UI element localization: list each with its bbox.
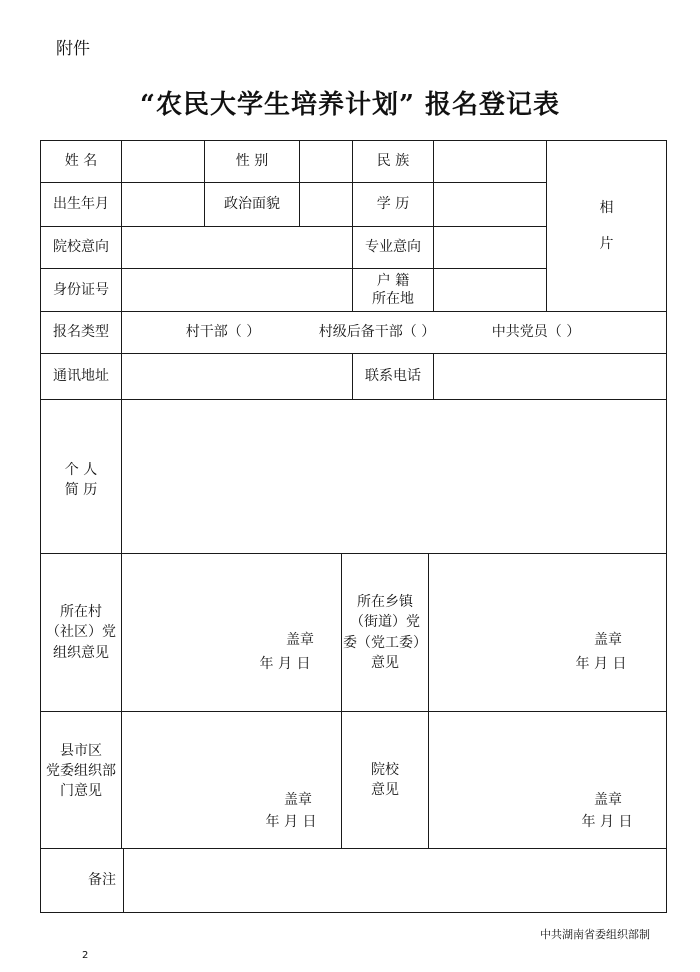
county-seal: 盖章 (284, 791, 312, 808)
school-pref-value-cell[interactable] (121, 226, 353, 269)
page-mark: 2 (82, 950, 89, 961)
education-label: 学 历 (376, 196, 410, 213)
option-reserve-cadre[interactable]: 村级后备干部（ ） (318, 324, 436, 341)
resume-label: 个 人 简 历 (64, 461, 98, 498)
form-title: “农民大学生培养计划” 报名登记表 (140, 90, 560, 120)
household-label: 户 籍 所在地 (372, 272, 414, 307)
resume-value-cell[interactable] (121, 399, 667, 554)
id-label: 身份证号 (53, 281, 109, 298)
phone-value-cell[interactable] (433, 353, 667, 400)
reg-type-label: 报名类型 (53, 324, 109, 341)
issuer-footer: 中共湖南省委组织部制 (540, 928, 650, 941)
county-opinion-label: 县市区 党委组织部 门意见 (46, 742, 116, 800)
id-value-cell[interactable] (121, 268, 353, 312)
gender-label: 性 别 (235, 153, 269, 170)
address-label: 通讯地址 (53, 368, 109, 385)
county-date: 年 月 日 (265, 813, 317, 830)
village-opinion-label: 所在村 （社区）党 组织意见 (46, 604, 116, 661)
township-opinion-label: 所在乡镇 （街道）党 委（党工委） 意见 (343, 593, 427, 671)
name-label: 姓 名 (64, 153, 98, 170)
village-date: 年 月 日 (259, 655, 311, 672)
major-pref-value-cell[interactable] (433, 226, 547, 269)
remarks-value-cell[interactable] (123, 848, 667, 913)
name-value-cell[interactable] (121, 140, 205, 183)
gender-value-cell[interactable] (299, 140, 353, 183)
major-pref-label: 专业意向 (365, 239, 421, 256)
school-pref-label: 院校意向 (53, 239, 109, 256)
education-value-cell[interactable] (433, 182, 547, 227)
option-village-cadre[interactable]: 村干部（ ） (185, 324, 261, 341)
photo-label: 相 片 (599, 199, 614, 253)
household-value-cell[interactable] (433, 268, 547, 312)
political-value-cell[interactable] (299, 182, 353, 227)
township-seal: 盖章 (594, 631, 622, 648)
township-date: 年 月 日 (575, 655, 627, 672)
village-seal: 盖章 (286, 631, 314, 648)
phone-label: 联系电话 (365, 368, 421, 385)
remarks-label: 备注 (88, 872, 116, 889)
school-opinion-label: 院校 意见 (371, 761, 399, 798)
address-value-cell[interactable] (121, 353, 353, 400)
ethnicity-label: 民 族 (376, 153, 410, 170)
school-date: 年 月 日 (581, 813, 633, 830)
ethnicity-value-cell[interactable] (433, 140, 547, 183)
birth-label: 出生年月 (53, 196, 109, 213)
school-seal: 盖章 (594, 791, 622, 808)
option-party-member[interactable]: 中共党员（ ） (491, 324, 581, 341)
birth-value-cell[interactable] (121, 182, 205, 227)
attachment-label: 附件 (56, 39, 90, 59)
political-label: 政治面貌 (224, 196, 280, 213)
